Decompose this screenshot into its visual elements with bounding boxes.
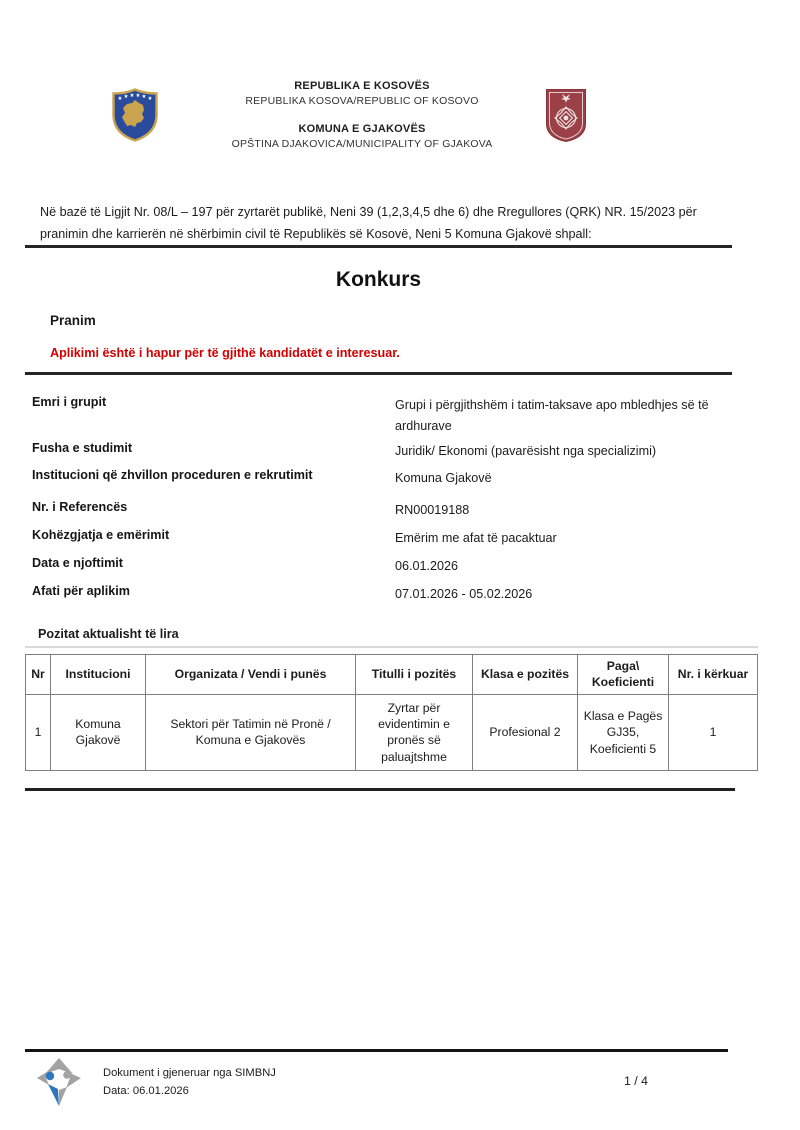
svg-text:★: ★ (135, 93, 141, 99)
cell-number-required: 1 (669, 694, 758, 770)
svg-text:★: ★ (147, 96, 153, 102)
field-value: Juridik/ Ekonomi (pavarësisht nga specializimi) (395, 444, 657, 458)
field-label: Fusha e studimit (32, 441, 133, 455)
field-label: Kohëzgjatja e emërimit (32, 528, 170, 542)
republic-title: REPUBLIKA E KOSOVËS (294, 80, 430, 92)
col-header-position-class: Klasa e pozitës (473, 655, 578, 695)
open-application-notice: Aplikimi është i hapur për të gjithë kandidatët e interesuar. (50, 346, 400, 360)
field-label: Data e njoftimit (32, 556, 123, 570)
field-value: Emërim me afat të pacaktuar (395, 531, 557, 545)
col-header-institution: Institucioni (51, 655, 146, 695)
cell-position-title: Zyrtar për evidentimin e pronës së paluajtshme (356, 694, 473, 770)
document-title: Konkurs (335, 268, 422, 291)
field-label: Emri i grupit (32, 395, 107, 409)
field-label: Afati për aplikim (32, 584, 130, 598)
section-title: Pranim (50, 313, 96, 328)
divider-notice (25, 372, 732, 375)
divider-top (25, 245, 732, 248)
gjakova-emblem-icon (545, 88, 587, 148)
field-label: Nr. i Referencës (32, 500, 128, 514)
svg-text:★: ★ (141, 94, 147, 100)
vacancies-table (25, 654, 758, 771)
header-titles (112, 80, 612, 150)
generated-by-label: Dokument i gjeneruar nga SIMBNJ (103, 1067, 276, 1079)
field-value: Komuna Gjakovë (395, 471, 492, 485)
page-number: 1 / 4 (624, 1074, 648, 1088)
simbnj-logo-icon (36, 1057, 82, 1112)
footer-text (103, 1064, 276, 1100)
generated-date-label: Data: 06.01.2026 (103, 1085, 189, 1097)
field-value: Grupi i përgjithshëm i tatim-taksave apo mbledhjes së të ardhurave (395, 398, 709, 433)
col-header-organization: Organizata / Vendi i punës (146, 655, 356, 695)
svg-text:★: ★ (129, 93, 135, 99)
footer-divider (25, 1049, 728, 1052)
municipality-title: KOMUNA E GJAKOVËS (298, 123, 426, 135)
field-value: RN00019188 (395, 503, 470, 517)
cell-salary: Klasa e Pagës GJ35, Koeficienti 5 (578, 694, 669, 770)
table-header-row (26, 655, 758, 695)
cell-nr: 1 (26, 694, 51, 770)
republic-subtitle: REPUBLIKA KOSOVA/REPUBLIC OF KOSOVO (245, 95, 479, 107)
field-label: Institucioni që zhvillon proceduren e rekrutimit (32, 468, 313, 482)
col-header-number-required: Nr. i kërkuar (669, 655, 758, 695)
positions-heading: Pozitat aktualisht të lira (38, 627, 179, 641)
divider-below-table (25, 788, 735, 791)
positions-heading-underline (25, 646, 758, 648)
field-value: 06.01.2026 (395, 559, 459, 573)
cell-position-class: Profesional 2 (473, 694, 578, 770)
col-header-nr: Nr (26, 655, 51, 695)
col-header-salary: Paga\ Koeficienti (578, 655, 669, 695)
field-value: 07.01.2026 - 05.02.2026 (395, 587, 533, 601)
municipality-subtitle: OPŠTINA DJAKOVICA/MUNICIPALITY OF GJAKOVA (231, 138, 493, 150)
table-row (26, 694, 758, 770)
legal-intro-paragraph: Në bazë të Ligjit Nr. 08/L – 197 për zyrtarët publikë, Neni 39 (1,2,3,4,5 dhe 6) dhe Rregullores (QRK) NR. 15/2023 për pranimin dhe karrierën në shërbimin civil të Republikës së Kosovë, Neni 5 Komuna Gjakovë shpall: (40, 205, 697, 241)
cell-organization: Sektori për Tatimin në Pronë / Komuna e Gjakovës (146, 694, 356, 770)
cell-institution: Komuna Gjakovë (51, 694, 146, 770)
col-header-position-title: Titulli i pozitës (356, 655, 473, 695)
svg-text:★: ★ (117, 96, 123, 102)
svg-text:★: ★ (123, 94, 129, 100)
